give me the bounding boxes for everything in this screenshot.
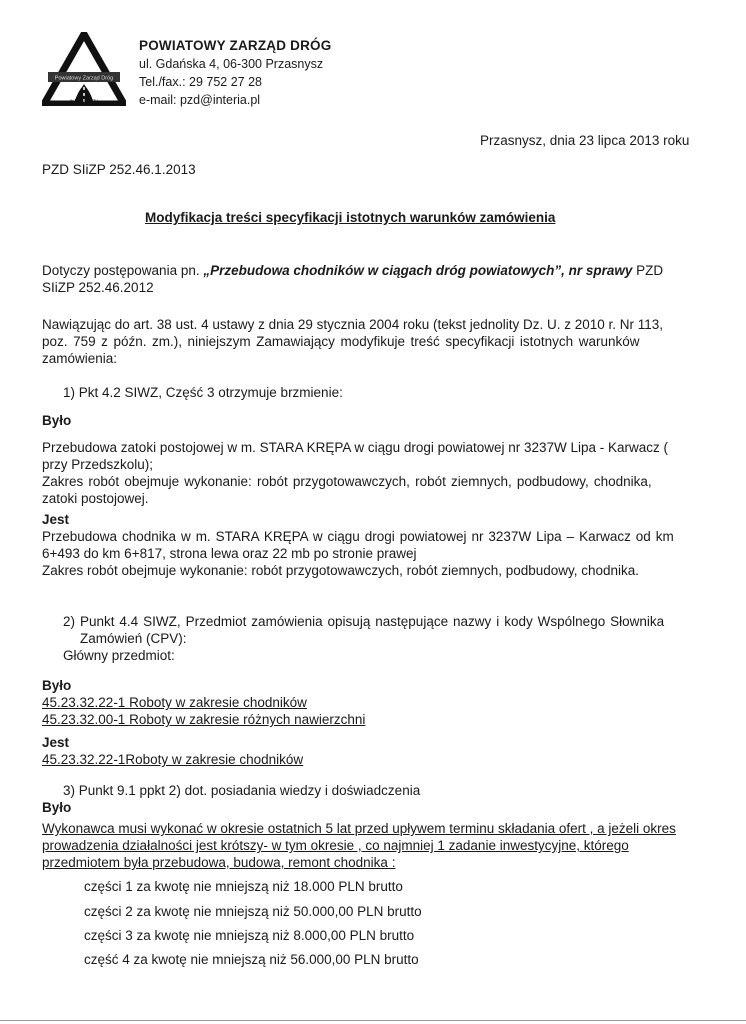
item-3-was-label: Było [42, 800, 72, 815]
item-2-was-label: Było [42, 678, 72, 693]
organization-phone: Tel./fax.: 29 752 27 28 [139, 75, 263, 89]
item-2-main-subject: Główny przedmiot: [63, 648, 175, 663]
cpv-code-was-2: 45.23.32.00-1 Roboty w zakresie różnych nawierzchni [42, 712, 366, 727]
intro-line-2: poz. 759 z późn. zm.), niniejszym Zamawiający modyfikuje treść specyfikacji istotnych warunków [42, 334, 640, 349]
cpv-code-was-1: 45.23.32.22-1 Roboty w zakresie chodników [42, 695, 307, 710]
item-1-was-line-1: Przebudowa zatoki postojowej w m. STARA KRĘPA w ciągu drogi powiatowej nr 3237W Lipa - Karwacz ( [42, 440, 669, 455]
item-1-is-line-1: Przebudowa chodnika w m. STARA KRĘPA w ciągu drogi powiatowej nr 3237W Lipa – Karwacz od km [42, 529, 674, 544]
procedure-ref-1: PZD [636, 263, 664, 278]
procedure-name: „Przebudowa chodników w ciągach dróg powiatowych”, nr sprawy [203, 263, 637, 278]
part-requirement-4: część 4 za kwotę nie mniejszą niż 56.000,00 PLN brutto [84, 952, 419, 967]
document-title: Modyfikacja treści specyfikacji istotnych warunków zamówienia [145, 210, 556, 225]
organization-email: e-mail: pzd@interia.pl [139, 93, 261, 107]
intro-line-1: Nawiązując do art. 38 ust. 4 ustawy z dnia 29 stycznia 2004 roku (tekst jednolity Dz. U. z 2010 r. Nr 113, [42, 317, 664, 332]
part-requirement-1: części 1 za kwotę nie mniejszą niż 18.000 PLN brutto [84, 879, 403, 894]
part-requirement-3: części 3 za kwotę nie mniejszą niż 8.000,00 PLN brutto [84, 928, 415, 943]
item-1-was-line-2: przy Przedszkolu); [42, 457, 154, 472]
cpv-code-is-1: 45.23.32.22-1Roboty w zakresie chodników [42, 752, 304, 767]
item-1-is-line-2: 6+493 do km 6+817, strona lewa oraz 22 mb po stronie prawej [42, 546, 417, 561]
logo-caption-top: Powiatowy Zarząd Dróg [54, 75, 114, 82]
item-3-heading: 3) Punkt 9.1 ppkt 2) dot. posiadania wiedzy i doświadczenia [63, 783, 421, 798]
part-requirement-2: części 2 za kwotę nie mniejszą niż 50.000,00 PLN brutto [84, 904, 422, 919]
item-1-is-line-3: Zakres robót obejmuje wykonanie: robót przygotowawczych, robót ziemnych, podbudowy, chodnika. [42, 563, 640, 578]
procedure-ref-2: SIiZP 252.46.2012 [42, 280, 154, 295]
organization-name: POWIATOWY ZARZĄD DRÓG [139, 38, 332, 53]
item-2-heading-line-2: Zamówień (CPV): [80, 631, 187, 646]
organization-logo [42, 32, 126, 106]
page-bottom-edge [0, 1020, 746, 1021]
item-1-was-line-3: Zakres robót obejmuje wykonanie: robót przygotowawczych, robót ziemnych, podbudowy, chodnika, [42, 474, 652, 489]
organization-address: ul. Gdańska 4, 06-300 Przasnysz [139, 57, 324, 71]
item-1-heading: 1) Pkt 4.2 SIWZ, Część 3 otrzymuje brzmienie: [63, 385, 343, 400]
intro-line-3: zamówienia: [42, 351, 118, 366]
document-date: Przasnysz, dnia 23 lipca 2013 roku [480, 133, 690, 148]
item-2-is-label: Jest [42, 735, 70, 750]
item-1-was-line-4: zatoki postojowej. [42, 491, 149, 506]
subject-line [42, 262, 687, 279]
item-3-text-line-1: Wykonawca musi wykonać w okresie ostatnich 5 lat przed upływem terminu składania ofert , a jeżeli okres [42, 821, 676, 836]
item-2-heading-line-1: 2) Punkt 4.4 SIWZ, Przedmiot zamówienia opisują następujące nazwy i kody Wspólnego Słownika [63, 614, 665, 629]
subject-prefix: Dotyczy postępowania pn. [42, 263, 204, 278]
item-3-text-line-2: prowadzenia działalności jest krótszy- w tym okresie , co najmniej 1 zadanie inwestycyjne, którego [42, 838, 629, 853]
item-1-was-label: Było [42, 413, 72, 428]
logo-caption-bottom: w Przasnyszu [70, 98, 98, 103]
item-3-text-line-3: przedmiotem była przebudowa, budowa, remont chodnika : [42, 855, 396, 870]
item-1-is-label: Jest [42, 512, 70, 527]
document-reference: PZD SIiZP 252.46.1.2013 [42, 162, 196, 177]
